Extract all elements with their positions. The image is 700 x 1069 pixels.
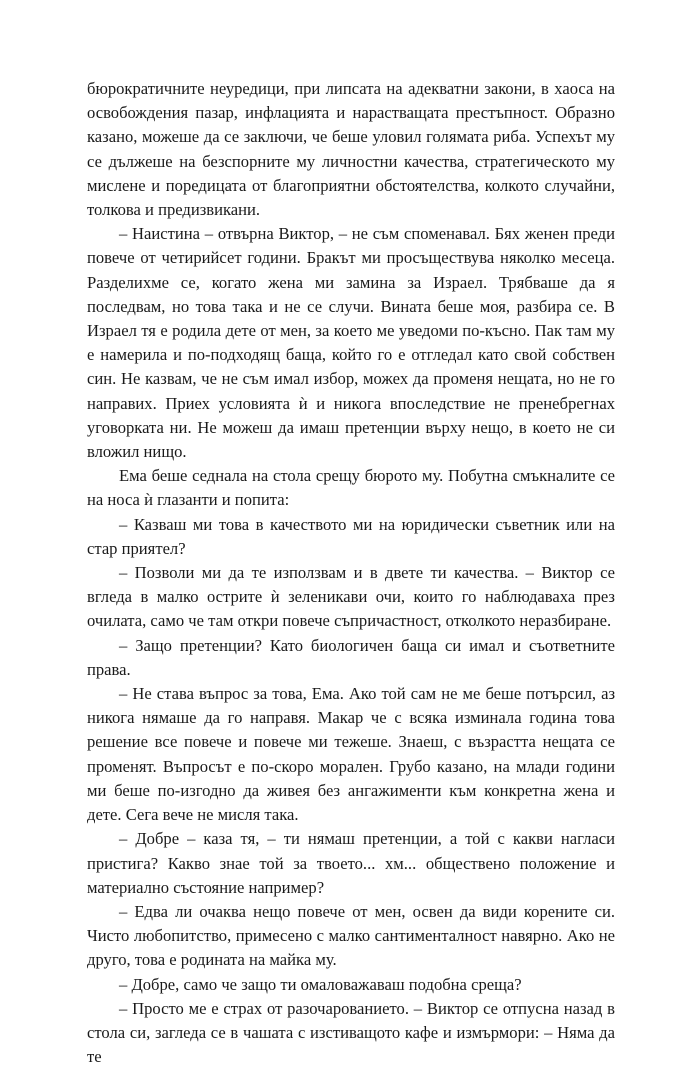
paragraph-dialogue: – Казваш ми това в качеството ми на юридически съветник или на стар приятел? — [87, 514, 615, 558]
paragraph-continuation: бюрократичните неуредици, при липсата на адекватни закони, в хаоса на освобождения пазар, инфлацията и нарастващата престъпност. Образно казано, можеше да се заключи, че беше уловил голямата риба. Успехът му се дължеше на безспорните му личностни качества, стратегическото му мислене и поредицата от благоприятни обстоятелства, колкото случайни, толкова и предизвикани. — [87, 79, 615, 220]
paragraph-dialogue: – Едва ли очаква нещо повече от мен, освен да види корените си. Чисто любопитство, примесено с малко сантименталност навярно. Ако не друго, това е родината на майка му. — [87, 901, 615, 970]
paragraph-dialogue: – Просто ме е страх от разочарованието. – Виктор се отпусна назад в стола си, загледа се в чашата с изстиващото кафе и измърмори: – Няма да те — [87, 998, 615, 1067]
paragraph-dialogue: – Наистина – отвърна Виктор, – не съм споменавал. Бях женен преди повече от четирийсет години. Бракът ми просъществува няколко месеца. Разделихме се, когато жена ми замина за Израел. Трябваше да я последвам, но това така и не се случи. Вината беше моя, разбира се. В Израел тя е родила дете от мен, за което ме уведоми по-късно. Пак там му е намерила и по-подходящ баща, който го е отгледал като свой собствен син. Не казвам, че не съм имал избор, можех да променя нещата, но не го направих. Приех условията ѝ и никога впоследствие не пренебрегнах уговорката ни. Не можеш да имаш претенции върху нещо, в което не си вложил нищо. — [87, 224, 615, 462]
body-text — [87, 77, 615, 1069]
paragraph-dialogue: – Добре – каза тя, – ти нямаш претенции, а той с какви нагласи пристига? Какво знае той за твоето... хм... обществено положение и материално състояние например? — [87, 829, 615, 897]
paragraph-dialogue: – Не става въпрос за това, Ема. Ако той сам не ме беше потърсил, аз никога нямаше да го направя. Макар че с всяка изминала година това решение все повече и повече ми тежеше. Знаеш, с възрастта нещата се променят. Въпросът е по-скоро морален. Грубо казано, на млади години ми беше по-изгодно да живея без ангажименти към конкретна жена и дете. Сега вече не мисля така. — [87, 684, 615, 825]
paragraph-narration: Ема беше седнала на стола срещу бюрото му. Побутна смъкналите се на носа ѝ глазанти и попита: — [87, 466, 615, 510]
paragraph-dialogue: – Добре, само че защо ти омаловажаваш подобна среща? — [119, 974, 522, 994]
paragraph-dialogue: – Позволи ми да те използвам и в двете ти качества. – Виктор се вгледа в малко острите ѝ зеленикави очи, които го наблюдаваха през очилата, само че там откри повече съпричастност, отколкото неразбиране. — [87, 563, 615, 631]
paragraph-dialogue: – Защо претенции? Като биологичен баща си имал и съответните права. — [87, 635, 615, 679]
